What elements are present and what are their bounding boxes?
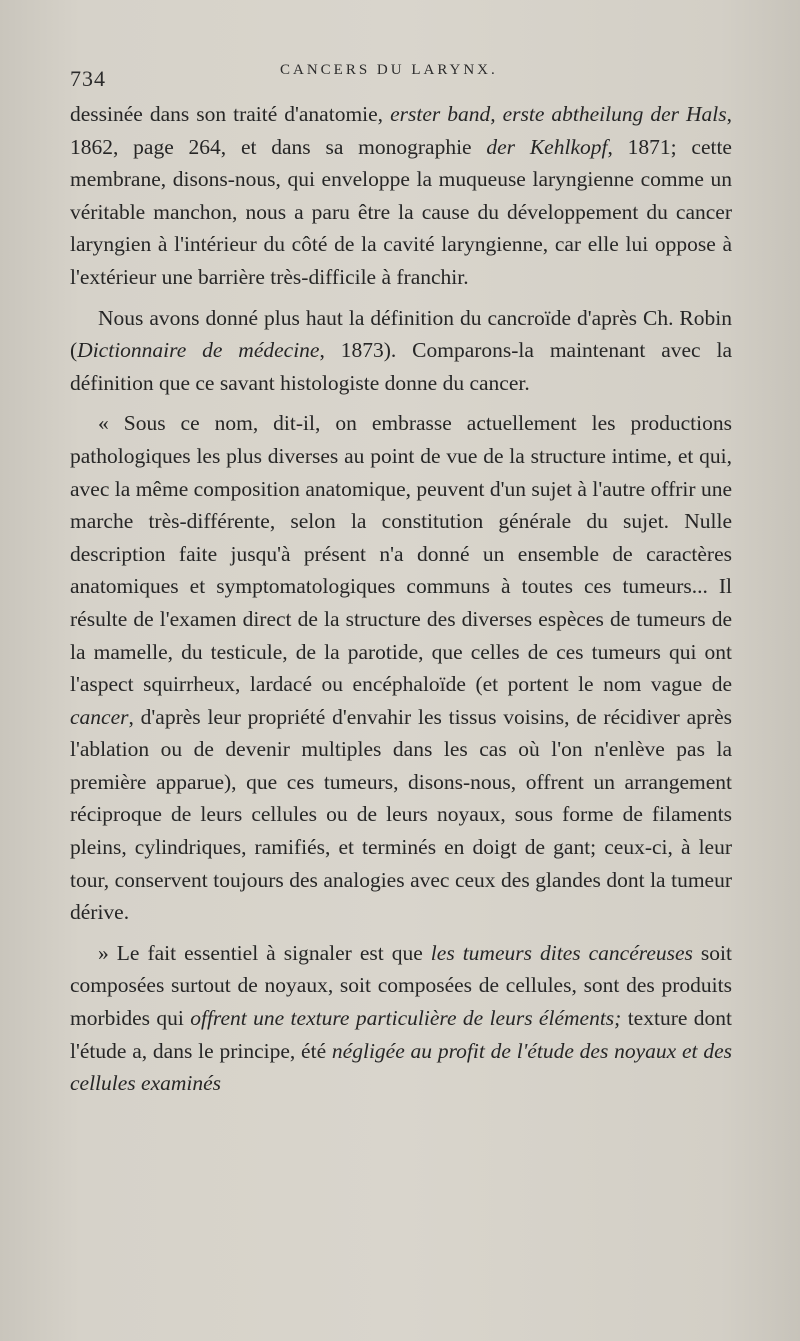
text-segment: , 1871; cette membrane, disons-nous, qui enveloppe la muqueuse laryngienne comme un véritable manchon, nous a paru être la cause du développement du cancer laryngien à l'intérieur du côté de la cavité laryngienne, car elle lui oppose à l'extérieur une barrière très-difficile à franchir. [70, 134, 732, 289]
body-text [70, 98, 732, 1108]
text-segment: « Sous ce nom, dit-il, on embrasse actuellement les productions pathologiques les plus diverses au point de vue de la structure intime, et qui, avec la même composition anatomique, peuvent d'un sujet à l'autre offrir une marche très-différente, selon la constitution générale du sujet. Nulle description faite jusqu'à présent n'a donné un ensemble de caractères anatomiques et symptomatologiques communs à toutes ces tumeurs... Il résulte de l'examen direct de la structure des diverses espèces de tumeurs de la mamelle, du testicule, de la parotide, que celles de ces tumeurs qui ont l'aspect squirrheux, lardacé ou encéphaloïde (et portent le nom vague de [70, 411, 732, 697]
text-segment: , 1862, page 264, et dans sa monographie [70, 102, 732, 159]
text-segment: soit composées surtout de noyaux, soit composées de cellules, sont des produits morbides qui [70, 940, 732, 1031]
text-segment: , 1873). Comparons-la maintenant avec la définition que ce savant histologiste donne du cancer. [70, 338, 732, 395]
paragraph-2 [70, 302, 732, 400]
page-number: 734 [70, 66, 106, 91]
italic-segment: négligée au profit de l'étude des noyaux et des cellules examinés [70, 1038, 732, 1096]
text-segment: dessinée dans son traité d'anatomie, [70, 102, 391, 126]
paragraph-1 [70, 98, 732, 294]
page-header [70, 56, 730, 92]
text-segment: , d'après leur propriété d'envahir les tissus voisins, de récidiver après l'ablation ou de devenir multiples dans les cas où l'on n'enlève pas la première apparue), que ces tumeurs, disons-nous, offrent un arrangement réciproque de leurs cellules ou de leurs noyaux, sous forme de filaments pleins, cylindriques, ramifiés, et terminés en doigt de gant; ceux-ci, à leur tour, conservent toujours des analogies avec ceux des glandes dont la tumeur dérive. [70, 704, 732, 925]
running-title: CANCERS DU LARYNX. [280, 62, 498, 78]
italic-segment: der Kehlkopf [486, 134, 608, 159]
paragraph-3 [70, 407, 732, 929]
italic-segment: erster band, erste abtheilung der Hals [390, 102, 727, 126]
text-segment: texture dont l'étude a, dans le principe, été [70, 1006, 732, 1063]
italic-segment: Dictionnaire de médecine [77, 338, 320, 363]
text-segment: Nous avons donné plus haut la définition du cancroïde d'après Ch. Robin ( [70, 305, 732, 363]
italic-segment: offrent une texture particulière de leurs éléments; [190, 1006, 622, 1031]
italic-segment: les tumeurs dites cancéreuses [430, 940, 693, 965]
italic-segment: cancer [70, 704, 129, 729]
paragraph-4 [70, 937, 732, 1100]
text-segment: » Le fait essentiel à signaler est que [98, 940, 431, 965]
